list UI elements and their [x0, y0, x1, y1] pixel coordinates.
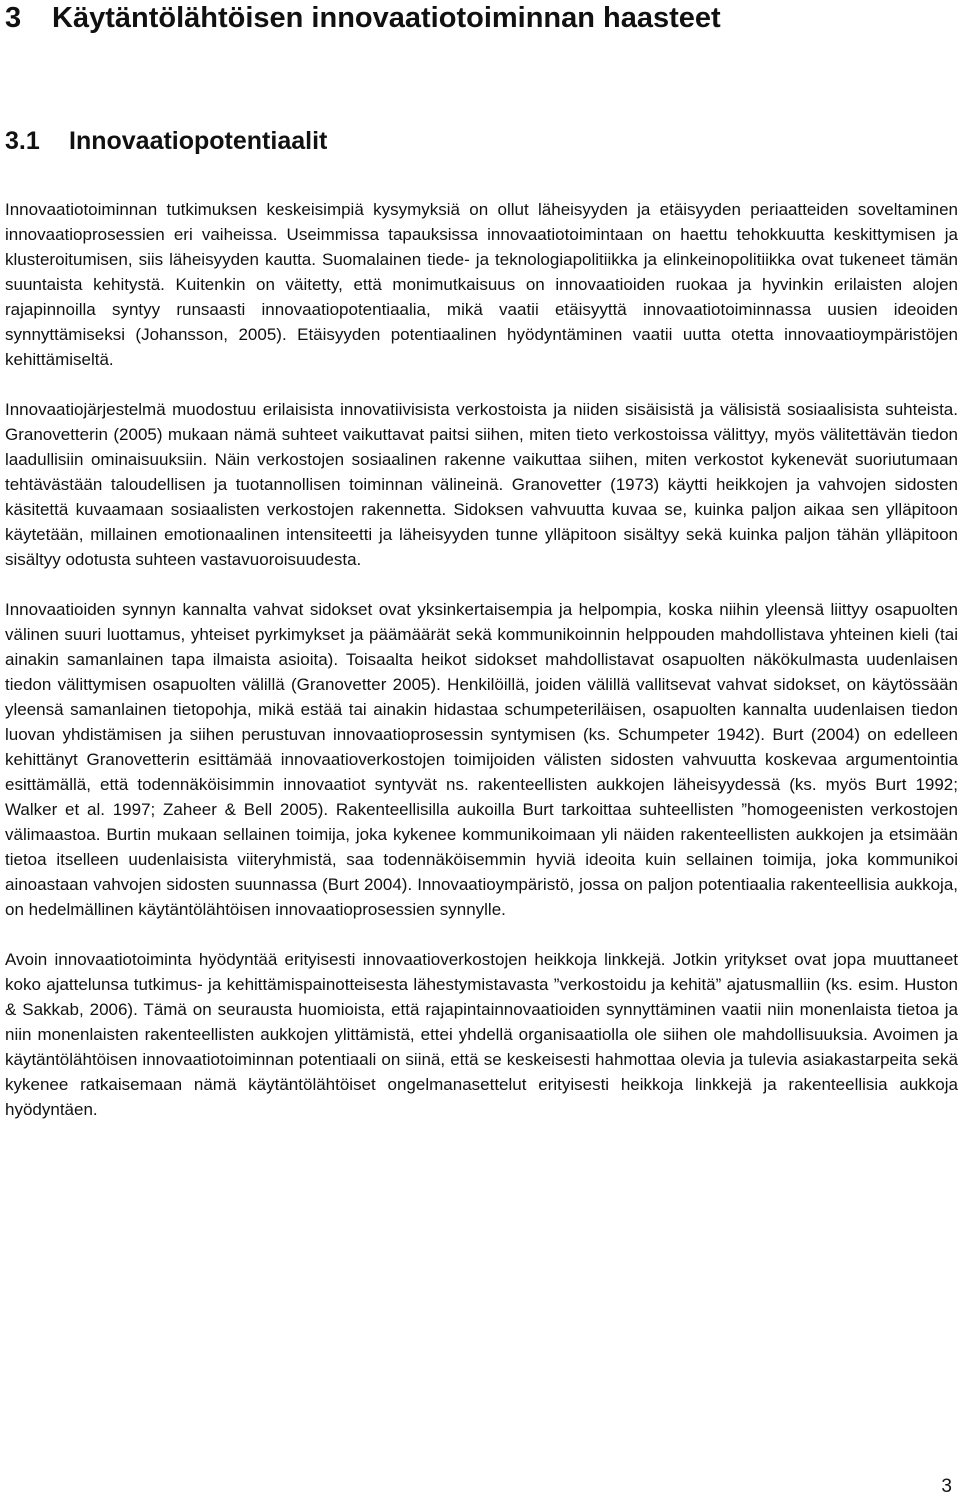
chapter-title: Käytäntölähtöisen innovaatiotoiminnan haasteet: [52, 2, 721, 34]
section-title: Innovaatiopotentiaalit: [69, 127, 328, 155]
paragraph-2: Innovaatiojärjestelmä muodostuu erilaisista innovatiivisista verkostoista ja niiden sisäisistä ja välisistä sosiaalisista suhteista. Granovetterin (2005) mukaan nämä suhteet vaikuttavat paitsi siihen, miten tieto verkostoissa välittyy, myös välitettävän tiedon laadullisiin ominaisuuksiin. Näin verkostojen sosiaalinen rakenne vaikuttaa siihen, miten verkostot kykenevät suoriutumaan tehtävästään taloudellisen ja tuotannollisen toiminnan välineinä. Granovetter (1973) käytti heikkojen ja vahvojen sidosten käsitettä kuvaamaan sosiaalisten verkostojen rakennetta. Sidoksen vahvuutta kuvaa se, kuinka paljon aikaa sen ylläpitoon käytetään, millainen emotionaalinen intensiteetti ja läheisyyden tunne ylläpitoon sisältyy sekä kuinka paljon tähän ylläpitoon sisältyy odotusta suhteen vastavuoroisuudesta.: [5, 400, 958, 569]
paragraph-4: Avoin innovaatiotoiminta hyödyntää erityisesti innovaatioverkostojen heikkoja linkkejä. Jotkin yritykset ovat jopa muuttaneet koko ajattelunsa tutkimus- ja kehittämispainotteisesta lähestymistavasta ”verkostoidu ja kehitä” ajatusmalliin (ks. esim. Huston & Sakkab, 2006). Tämä on seurausta huomioista, että rajapintainnovaatioiden synnyttäminen vaatii niin monenlaista tietoa ja niin monenlaisten rakenteellisten aukkojen ylittämistä, ettei yhdellä organisaatiolla ole siihen ole mahdollisuuksia. Avoimen ja käytäntölähtöisen innovaatiotoiminnan potentiaali on siinä, että se keskeisesti hahmottaa olevia ja tulevia asiakastarpeita sekä kykenee ratkaisemaan nämä käytäntölähtöiset ongelmanasettelut erityisesti heikkoja linkkejä ja rakenteellisia aukkoja hyödyntäen.: [5, 950, 958, 1119]
page-number: 3: [941, 1476, 952, 1497]
paragraph-1: Innovaatiotoiminnan tutkimuksen keskeisimpiä kysymyksiä on ollut läheisyyden ja etäisyyden periaatteiden soveltaminen innovaatioprosessien eri vaiheissa. Useimmissa tapauksissa innovaatiotoimintaan on haettu tehokkuutta keskittymisen ja klusteroitumisen, siis läheisyyden kautta. Suomalainen tiede- ja teknologiapolitiikka ja elinkeinopolitiikka ovat tukeneet tämän suuntaista kehitystä. Kuitenkin on väitetty, että monimutkaisuus on innovaatioiden ruokaa ja hyvinkin erilaisten alojen rajapinnoilla syntyy runsaasti innovaatiopotentiaalia, mikä vaatii etäisyyttä innovaatiotoiminnassa uusien ideoiden synnyttämiseksi (Johansson, 2005). Etäisyyden potentiaalinen hyödyntäminen vaatii uutta otetta innovaatioympäristöjen kehittämiseltä.: [5, 200, 958, 369]
body-text: [5, 197, 958, 1147]
chapter-number: 3: [5, 2, 22, 34]
paragraph-3: Innovaatioiden synnyn kannalta vahvat sidokset ovat yksinkertaisempia ja helpompia, koska niihin yleensä liittyy osapuolten välinen suuri luottamus, yhteiset pyrkimykset ja päämäärät sekä kommunikoinnin helppouden mahdollistava yhteinen kieli (tai ainakin samanlainen tapa ilmaista asioita). Toisaalta heikot sidokset mahdollistavat osapuolten näkökulmasta uudenlaisen tiedon välittymisen osapuolten välillä (Granovetter 2005). Henkilöillä, joiden välillä vallitsevat vahvat sidokset, on käytössään yleensä samanlainen tietopohja, mikä estää tai ainakin hidastaa schumpeteriläisen, osapuolten kannalta uudenlaisen tiedon luovan yhdistämisen ja siihen perustuvan innovaatioprosessin syntymisen (ks. Schumpeter 1942). Burt (2004) on edelleen kehittänyt Granovetterin esittämää innovaatioverkostojen toimijoiden välisten sidosten vahvuutta koskevaa argumentointia esittämällä, että todennäköisimmin innovaatiot syntyvät ns. rakenteellisten aukkojen läheisyydessä (ks. myös Burt 1992; Walker et al. 1997; Zaheer & Bell 2005). Rakenteellisilla aukoilla Burt tarkoittaa suhteellisten ”homogeenisten verkostojen välimaastoa. Burtin mukaan sellainen toimija, joka kykenee kommunikoimaan yli näiden rakenteellisten aukkojen ja etsimään tietoa itselleen uudenlaisista viiteryhmistä, saa todennäköisemmin hyviä ideoita kuin sellainen toimija, joka kommunikoi ainoastaan vahvojen sidosten suunnassa (Burt 2004). Innovaatioympäristö, jossa on paljon potentiaalia rakenteellisia aukkoja, on hedelmällinen käytäntölähtöisen innovaatioprosessien synnylle.: [5, 600, 958, 919]
chapter-heading: [5, 0, 721, 36]
section-number: 3.1: [5, 127, 40, 155]
section-heading: [5, 124, 327, 158]
